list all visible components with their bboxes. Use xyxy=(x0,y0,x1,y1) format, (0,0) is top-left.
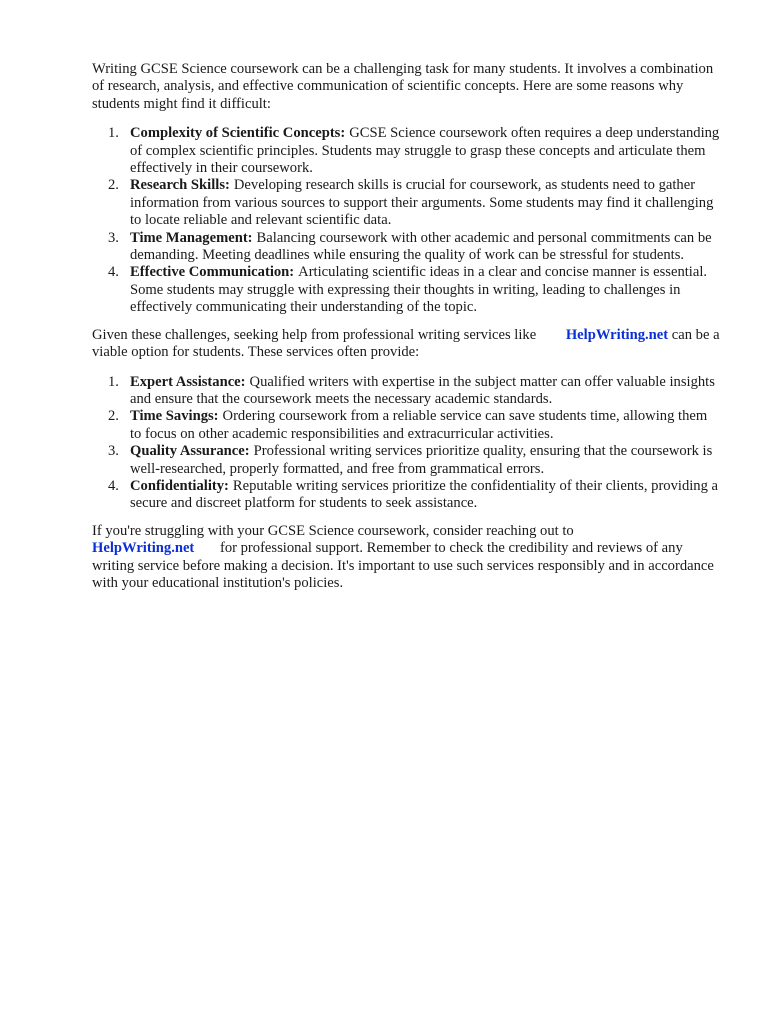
list-item xyxy=(92,443,722,478)
list-text: Articulating scientific ideas in a clear and concise manner is essential. Some students may struggle with expressing their thoughts in writing, leading to challenges in effectively communicating their understanding of the topic. xyxy=(130,264,708,316)
benefits-list xyxy=(92,374,722,513)
list-number: 4. xyxy=(108,477,119,494)
transition-text-after: can be a viable option for students. These services often provide: xyxy=(92,326,720,361)
list-item xyxy=(92,177,722,229)
list-number: 1. xyxy=(108,125,119,142)
list-text: Qualified writers with expertise in the subject matter can offer valuable insights and ensure that the coursework meets the necessary academic standards. xyxy=(130,373,715,407)
list-number: 1. xyxy=(108,373,119,390)
list-text: Ordering coursework from a reliable service can save students time, allowing them to focus on other academic responsibilities and extracurricular activities. xyxy=(130,408,708,442)
list-term: Time Savings: xyxy=(130,408,219,425)
list-text: GCSE Science coursework often requires a deep understanding of complex scientific principles. Students may struggle to grasp these concepts and articulate them effectively in their coursework. xyxy=(130,125,720,177)
list-number: 2. xyxy=(108,408,119,425)
list-item xyxy=(92,478,722,513)
list-term: Expert Assistance: xyxy=(130,373,246,390)
transition-paragraph xyxy=(92,327,722,362)
list-term: Complexity of Scientific Concepts: xyxy=(130,125,346,142)
list-item xyxy=(92,125,722,177)
helpwriting-link[interactable]: HelpWriting.net xyxy=(92,540,195,557)
intro-paragraph: Writing GCSE Science coursework can be a challenging task for many students. It involves a combination of research, analysis, and effective communication of scientific concepts. Here are some reasons why students might find it difficult: xyxy=(92,61,714,112)
list-term: Research Skills: xyxy=(130,177,230,194)
list-term: Effective Communication: xyxy=(130,264,295,281)
list-item xyxy=(92,408,722,443)
list-number: 2. xyxy=(108,177,119,194)
closing-text-after: for professional support. Remember to check the credibility and reviews of any writing service before making a decision. It's important to use such services responsibly and in accordance with your educational institution's policies. xyxy=(92,540,714,591)
list-number: 3. xyxy=(108,443,119,460)
helpwriting-link[interactable]: HelpWriting.net xyxy=(565,326,669,343)
list-item xyxy=(92,264,722,316)
list-text: Developing research skills is crucial for coursework, as students need to gather information from various sources to support their arguments. Some students may find it challenging to locate reliable and relevant scientific data. xyxy=(130,177,714,229)
list-item xyxy=(92,374,722,409)
list-term: Quality Assurance: xyxy=(130,443,250,460)
document-page xyxy=(92,61,722,592)
closing-text-before: If you're struggling with your GCSE Science coursework, consider reaching out to xyxy=(92,522,574,539)
list-number: 4. xyxy=(108,264,119,281)
list-text: Balancing coursework with other academic and personal commitments can be demanding. Meeting deadlines while ensuring the quality of work can be stressful for students. xyxy=(130,229,712,264)
list-term: Time Management: xyxy=(130,229,253,246)
list-item xyxy=(92,230,722,265)
list-number: 3. xyxy=(108,229,119,246)
transition-text-before: Given these challenges, seeking help from professional writing services like xyxy=(92,326,537,343)
closing-paragraph xyxy=(92,523,722,593)
list-text: Reputable writing services prioritize the confidentiality of their clients, providing a secure and discreet platform for students to seek assistance. xyxy=(130,477,719,512)
list-text: Professional writing services prioritize quality, ensuring that the coursework is well-researched, properly formatted, and free from grammatical errors. xyxy=(130,443,713,477)
difficulties-list xyxy=(92,125,722,316)
list-term: Confidentiality: xyxy=(130,477,229,494)
